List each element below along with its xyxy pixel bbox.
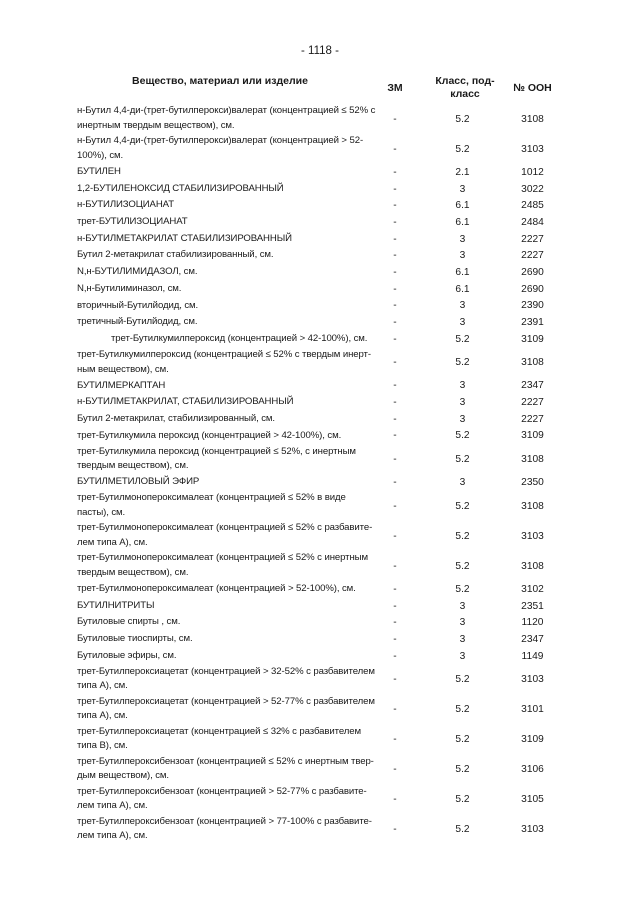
substance-name-line: пасты), см. [77, 507, 126, 518]
hazard-mark-cell: - [393, 113, 397, 125]
un-number-cell: 3103 [521, 673, 544, 685]
substance-name-line: Бутил 2-метакрилат стабилизированный, см. [77, 249, 274, 261]
substance-name-line: лем типа А), см. [77, 537, 148, 548]
hazard-mark-cell: - [393, 250, 397, 262]
class-cell: 3 [459, 600, 466, 612]
substance-name [77, 164, 377, 181]
hazard-mark-cell: - [393, 317, 397, 329]
hazard-mark-cell: - [393, 266, 397, 278]
table-row [0, 444, 640, 474]
class-cell: 5.2 [455, 143, 470, 155]
table-row [0, 694, 640, 724]
substance-name [77, 491, 377, 521]
hazard-mark-cell: - [393, 216, 397, 228]
table-row [0, 581, 640, 598]
class-cell: 5.2 [455, 673, 470, 685]
class-cell: 5.2 [455, 763, 470, 775]
table-row [0, 164, 640, 181]
hazard-mark-cell: - [393, 733, 397, 745]
table-row [0, 197, 640, 214]
un-number-cell: 3109 [521, 430, 544, 442]
substance-name-line: N,н-БУТИЛИМИДАЗОЛ, см. [77, 266, 198, 278]
header-class: Класс, под-класс [435, 75, 495, 100]
class-cell: 5.2 [455, 430, 470, 442]
substance-name-line: н-БУТИЛИЗОЦИАНАТ [77, 199, 174, 211]
class-cell: 5.2 [455, 530, 470, 542]
substance-name [77, 474, 377, 491]
un-number-cell: 2227 [521, 413, 544, 425]
hazard-mark-cell: - [393, 166, 397, 178]
hazard-mark-cell: - [393, 793, 397, 805]
class-cell: 3 [459, 380, 466, 392]
table-row [0, 598, 640, 615]
substance-name [77, 631, 377, 648]
substance-name-line: трет-Бутилкумилпероксид (концентрацией > 42-100%), см. [111, 332, 368, 344]
substance-name-line: трет-Бутилпероксиацетат (концентрацией ≤ 32% с разбавителем [77, 725, 361, 737]
class-cell: 5.2 [455, 793, 470, 805]
table-row [0, 181, 640, 198]
substance-name-line: трет-БУТИЛИЗОЦИАНАТ [77, 216, 188, 228]
substance-name-line: вторичный-Бутилйодид, см. [77, 299, 199, 311]
substance-name-line: трет-Бутилпероксибензоат (концентрацией > 77-100% с разбавите- [77, 815, 372, 827]
hazard-mark-cell: - [393, 530, 397, 542]
hazard-mark-cell: - [393, 560, 397, 572]
substance-name [77, 281, 377, 298]
un-number-cell: 2390 [521, 300, 544, 312]
substance-name-line: инертным твердым веществом), см. [77, 120, 235, 131]
un-number-cell: 3109 [521, 733, 544, 745]
class-cell: 2.1 [455, 166, 470, 178]
hazard-mark-cell: - [393, 823, 397, 835]
un-number-cell: 3108 [521, 560, 544, 572]
substance-name [77, 598, 377, 615]
hazard-mark-cell: - [393, 300, 397, 312]
un-number-cell: 1120 [521, 617, 544, 629]
hazard-mark-cell: - [393, 650, 397, 662]
class-cell: 6.1 [455, 266, 470, 278]
un-number-cell: 3108 [521, 113, 544, 125]
substance-name-line: 100%), см. [77, 150, 124, 161]
header-substance: Вещество, материал или изделие [132, 74, 308, 87]
substance-name [77, 264, 377, 281]
substance-name [77, 614, 377, 631]
table-row [0, 298, 640, 315]
substance-name [77, 428, 377, 445]
substance-name-line: трет-Бутилмонопероксималеат (концентрацией ≤ 52% с разбавите- [77, 522, 373, 534]
class-cell: 5.2 [455, 583, 470, 595]
substance-name-line: N,н-Бутилиминазол, см. [77, 282, 182, 294]
substance-name-line: трет-Бутилпероксиацетат (концентрацией > 32-52% с разбавителем [77, 665, 375, 677]
substance-name-line: твердым веществом), см. [77, 460, 189, 472]
substance-table [0, 104, 640, 844]
un-number-cell: 2347 [521, 380, 544, 392]
class-cell: 3 [459, 617, 466, 629]
table-row [0, 648, 640, 665]
table-row [0, 814, 640, 844]
table-row [0, 428, 640, 445]
substance-name [77, 551, 377, 581]
substance-name-line: 1,2-БУТИЛЕНОКСИД СТАБИЛИЗИРОВАННЫЙ [77, 182, 284, 194]
substance-name [77, 724, 377, 754]
substance-name-line: лем типа А), см. [77, 830, 148, 842]
substance-name-line: трет-Бутилпероксиацетат (концентрацией > 52-77% с разбавителем [77, 695, 375, 707]
substance-name-line: БУТИЛЕН [77, 166, 121, 178]
substance-name-line: трет-Бутилмонопероксималеат (концентрацией ≤ 52% с инертным [77, 552, 368, 564]
un-number-cell: 3109 [521, 333, 544, 345]
header-un-number: № ООН [513, 81, 552, 94]
class-cell: 5.2 [455, 733, 470, 745]
un-number-cell: 2690 [521, 283, 544, 295]
substance-name-line: дым веществом), см. [77, 770, 169, 782]
substance-name [77, 444, 377, 474]
hazard-mark-cell: - [393, 763, 397, 775]
substance-name-line: БУТИЛМЕРКАПТАН [77, 379, 166, 391]
substance-name [77, 348, 377, 378]
un-number-cell: 3106 [521, 763, 544, 775]
substance-name [77, 814, 377, 844]
table-row [0, 631, 640, 648]
table-row [0, 754, 640, 784]
table-row [0, 411, 640, 428]
substance-name [77, 231, 377, 248]
un-number-cell: 2347 [521, 633, 544, 645]
class-cell: 3 [459, 233, 466, 245]
substance-name-line: трет-Бутилкумила пероксид (концентрацией ≤ 52%, с инертным [77, 445, 356, 457]
class-cell: 5.2 [455, 560, 470, 572]
substance-name-line: БУТИЛМЕТИЛОВЫЙ ЭФИР [77, 476, 200, 488]
table-row [0, 491, 640, 521]
hazard-mark-cell: - [393, 673, 397, 685]
un-number-cell: 2690 [521, 266, 544, 278]
hazard-mark-cell: - [393, 583, 397, 595]
hazard-mark-cell: - [393, 477, 397, 489]
class-cell: 3 [459, 300, 466, 312]
table-row [0, 551, 640, 581]
substance-name [77, 411, 377, 428]
substance-name-line: ным веществом), см. [77, 363, 169, 375]
table-row [0, 378, 640, 395]
table-row [0, 394, 640, 411]
substance-name [77, 784, 377, 814]
table-row [0, 281, 640, 298]
substance-name-line: трет-Бутилмонопероксималеат (концентрацией > 52-100%), см. [77, 583, 356, 595]
substance-name-line: Бутиловые спирты , см. [77, 616, 181, 628]
class-cell: 3 [459, 183, 466, 195]
un-number-cell: 2227 [521, 397, 544, 409]
class-cell: 5.2 [455, 333, 470, 345]
hazard-mark-cell: - [393, 703, 397, 715]
substance-name-line: н-БУТИЛМЕТАКРИЛАТ, СТАБИЛИЗИРОВАННЫЙ [77, 396, 294, 408]
un-number-cell: 3102 [521, 583, 544, 595]
un-number-cell: 2391 [521, 317, 544, 329]
class-cell: 5.2 [455, 357, 470, 369]
hazard-mark-cell: - [393, 357, 397, 369]
table-row [0, 104, 640, 134]
substance-name-line: н-БУТИЛМЕТАКРИЛАТ СТАБИЛИЗИРОВАННЫЙ [77, 232, 292, 244]
table-row [0, 331, 640, 348]
un-number-cell: 3105 [521, 793, 544, 805]
class-cell: 6.1 [455, 283, 470, 295]
table-row [0, 474, 640, 491]
substance-name [77, 247, 377, 264]
class-cell: 3 [459, 397, 466, 409]
table-row [0, 664, 640, 694]
substance-name-line: Бутиловые эфиры, см. [77, 649, 177, 661]
header-zm: ЗМ [387, 81, 403, 94]
substance-name [77, 181, 377, 198]
hazard-mark-cell: - [393, 233, 397, 245]
substance-name-line: лем типа А), см. [77, 800, 148, 812]
hazard-mark-cell: - [393, 143, 397, 155]
class-cell: 3 [459, 317, 466, 329]
un-number-cell: 1149 [521, 650, 544, 662]
substance-name-line: трет-Бутилкумила пероксид (концентрацией > 42-100%), см. [77, 429, 342, 441]
substance-name [77, 664, 377, 694]
hazard-mark-cell: - [393, 453, 397, 465]
un-number-cell: 3022 [521, 183, 544, 195]
un-number-cell: 2351 [521, 600, 544, 612]
table-row [0, 784, 640, 814]
page-number: - 1118 - [301, 45, 339, 57]
substance-name-line: трет-Бутилмонопероксималеат (концентрацией ≤ 52% в виде [77, 492, 346, 504]
hazard-mark-cell: - [393, 617, 397, 629]
un-number-cell: 3108 [521, 500, 544, 512]
substance-name-line: третичный-Бутилйодид, см. [77, 316, 198, 328]
class-cell: 5.2 [455, 453, 470, 465]
class-cell: 3 [459, 633, 466, 645]
table-row [0, 247, 640, 264]
hazard-mark-cell: - [393, 633, 397, 645]
un-number-cell: 3108 [521, 357, 544, 369]
substance-name [77, 648, 377, 665]
substance-name [77, 314, 377, 331]
un-number-cell: 3103 [521, 530, 544, 542]
substance-name [77, 134, 377, 164]
un-number-cell: 3103 [521, 823, 544, 835]
substance-name [77, 197, 377, 214]
class-cell: 6.1 [455, 200, 470, 212]
substance-name-line: трет-Бутилкумилпероксид (концентрацией ≤ 52% с твердым инерт- [77, 348, 371, 360]
hazard-mark-cell: - [393, 413, 397, 425]
substance-name-line: н-Бутил 4,4-ди-(трет-бутилперокси)валерат (концентрацией ≤ 52% с [77, 105, 376, 117]
substance-name [77, 214, 377, 231]
substance-name-line: Бутил 2-метакрилат, стабилизированный, см. [77, 412, 275, 424]
substance-name-line: Бутиловые тиоспирты, см. [77, 633, 193, 645]
substance-name-line: БУТИЛНИТРИТЫ [77, 599, 155, 611]
un-number-cell: 2484 [521, 216, 544, 228]
hazard-mark-cell: - [393, 200, 397, 212]
table-row [0, 134, 640, 164]
class-cell: 5.2 [455, 823, 470, 835]
substance-name-line: типа А), см. [77, 680, 128, 692]
hazard-mark-cell: - [393, 183, 397, 195]
un-number-cell: 2227 [521, 250, 544, 262]
class-cell: 3 [459, 413, 466, 425]
class-cell: 5.2 [455, 703, 470, 715]
class-cell: 3 [459, 477, 466, 489]
substance-name [77, 694, 377, 724]
class-cell: 5.2 [455, 113, 470, 125]
substance-name [77, 378, 377, 395]
class-cell: 5.2 [455, 500, 470, 512]
substance-name [77, 754, 377, 784]
substance-name [77, 521, 377, 551]
un-number-cell: 1012 [521, 166, 544, 178]
table-row [0, 614, 640, 631]
substance-name [77, 581, 377, 598]
substance-name-line: трет-Бутилпероксибензоат (концентрацией > 52-77% с разбавите- [77, 785, 367, 797]
hazard-mark-cell: - [393, 380, 397, 392]
table-row [0, 231, 640, 248]
substance-name [77, 298, 377, 315]
hazard-mark-cell: - [393, 333, 397, 345]
un-number-cell: 2227 [521, 233, 544, 245]
hazard-mark-cell: - [393, 430, 397, 442]
un-number-cell: 3101 [521, 703, 544, 715]
substance-name-line: н-Бутил 4,4-ди-(трет-бутилперокси)валерат (концентрацией > 52- [77, 135, 364, 147]
un-number-cell: 3108 [521, 453, 544, 465]
table-row [0, 264, 640, 281]
class-cell: 6.1 [455, 216, 470, 228]
class-cell: 3 [459, 250, 466, 262]
un-number-cell: 3103 [521, 143, 544, 155]
table-row [0, 214, 640, 231]
un-number-cell: 2350 [521, 477, 544, 489]
substance-name [77, 104, 377, 134]
substance-name-line: типа А), см. [77, 710, 128, 722]
hazard-mark-cell: - [393, 500, 397, 512]
substance-name-line: твердым веществом), см. [77, 567, 189, 578]
hazard-mark-cell: - [393, 600, 397, 612]
substance-name-line: трет-Бутилпероксибензоат (концентрацией ≤ 52% с инертным твер- [77, 755, 374, 767]
table-row [0, 348, 640, 378]
substance-name-line: типа В), см. [77, 740, 128, 752]
table-row [0, 521, 640, 551]
un-number-cell: 2485 [521, 200, 544, 212]
substance-name [77, 394, 377, 411]
table-row [0, 314, 640, 331]
hazard-mark-cell: - [393, 283, 397, 295]
class-cell: 3 [459, 650, 466, 662]
table-row [0, 724, 640, 754]
hazard-mark-cell: - [393, 397, 397, 409]
substance-name [77, 331, 411, 348]
